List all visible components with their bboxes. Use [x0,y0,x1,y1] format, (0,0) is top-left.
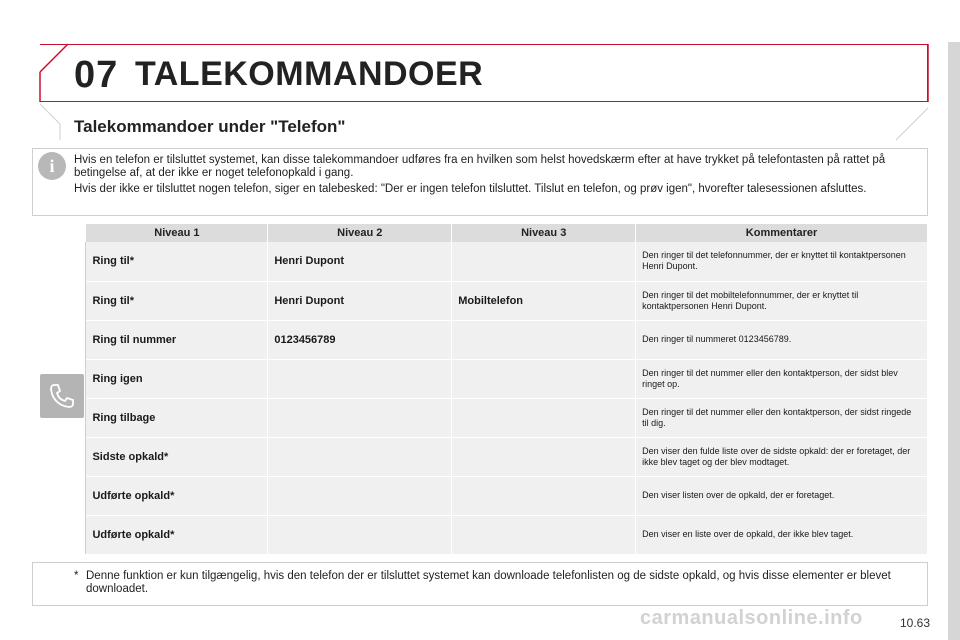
row-niveau-1: Ring til nummer [86,320,268,359]
chapter-number: 07 [74,54,119,96]
page-number: 10.63 [899,616,930,630]
row-niveau-3 [452,242,636,281]
chapter-title: TALEKOMMANDOER [135,55,484,93]
row-comment: Den ringer til nummeret 0123456789. [636,320,928,359]
footnote-text: Denne funktion er kun tilgængelig, hvis den telefon der er tilsluttet systemet kan downloade telefonlisten og de sidste opkald, og hvis disse elementer er blevet downloadet. [86,570,891,595]
row-niveau-2 [268,359,452,398]
row-comment: Den ringer til det mobiltelefonnummer, der er knyttet til kontaktpersonen Henri Dupont. [636,281,928,320]
table-header-niveau-1: Niveau 1 [86,224,268,242]
row-niveau-2 [268,476,452,515]
row-comment: Den ringer til det telefonnummer, der er knyttet til kontaktpersonen Henri Dupont. [636,242,928,281]
phone-icon [40,374,84,418]
row-comment: Den viser den fulde liste over de sidste opkald: der er foretaget, der ikke blev taget og der blev modtaget. [636,437,928,476]
table-row [32,476,928,515]
row-niveau-2 [268,398,452,437]
row-niveau-2 [268,515,452,554]
table-header-niveau-3: Niveau 3 [452,224,636,242]
row-niveau-1: Udførte opkald* [86,476,268,515]
table-row [32,398,928,437]
row-niveau-1: Ring igen [86,359,268,398]
row-niveau-3 [452,320,636,359]
table-row [32,242,928,281]
table-header-niveau-2: Niveau 2 [268,224,452,242]
table-row [32,320,928,359]
row-niveau-2 [268,437,452,476]
row-comment: Den viser listen over de opkald, der er foretaget. [636,476,928,515]
section-title: Talekommandoer under "Telefon" [74,117,346,136]
info-text [74,154,914,199]
row-niveau-3 [452,515,636,554]
row-niveau-3 [452,476,636,515]
table-row [32,515,928,554]
row-niveau-3 [452,359,636,398]
watermark: carmanualsonline.info [640,607,863,629]
row-niveau-2: Henri Dupont [268,242,452,281]
table-row [32,281,928,320]
info-paragraph-1: Hvis en telefon er tilsluttet systemet, kan disse talekommandoer udføres fra en hvilken som helst hovedskærm efter at have trykket på telefontasten på rattet på betingelse af, at der ikke er noget telefonopkald i gang. [74,154,886,179]
info-paragraph-2: Hvis der ikke er tilsluttet nogen telefon, siger en talebesked: "Der er ingen telefon tilsluttet. Tilslut en telefon, og prøv igen", hvorefter talesessionen afsluttes. [74,183,867,195]
table-row [32,437,928,476]
footnote-marker: * [74,570,79,582]
row-comment: Den ringer til det nummer eller den kontaktperson, der sidst blev ringet op. [636,359,928,398]
row-niveau-2: Henri Dupont [268,281,452,320]
row-niveau-1: Ring tilbage [86,398,268,437]
row-comment: Den viser en liste over de opkald, der ikke blev taget. [636,515,928,554]
table-header-icon [32,224,86,242]
row-niveau-1: Ring til* [86,281,268,320]
row-niveau-1: Udførte opkald* [86,515,268,554]
row-niveau-2: 0123456789 [268,320,452,359]
row-niveau-3 [452,398,636,437]
row-niveau-3: Mobiltelefon [452,281,636,320]
row-niveau-1: Ring til* [86,242,268,281]
info-icon: i [38,152,66,180]
table-header-kommentarer: Kommentarer [636,224,928,242]
footnote [74,570,916,596]
commands-table [32,224,928,554]
table-row [32,359,928,398]
row-niveau-3 [452,437,636,476]
row-comment: Den ringer til det nummer eller den kontaktperson, der sidst ringede til dig. [636,398,928,437]
row-niveau-1: Sidste opkald* [86,437,268,476]
side-strip [948,42,960,640]
